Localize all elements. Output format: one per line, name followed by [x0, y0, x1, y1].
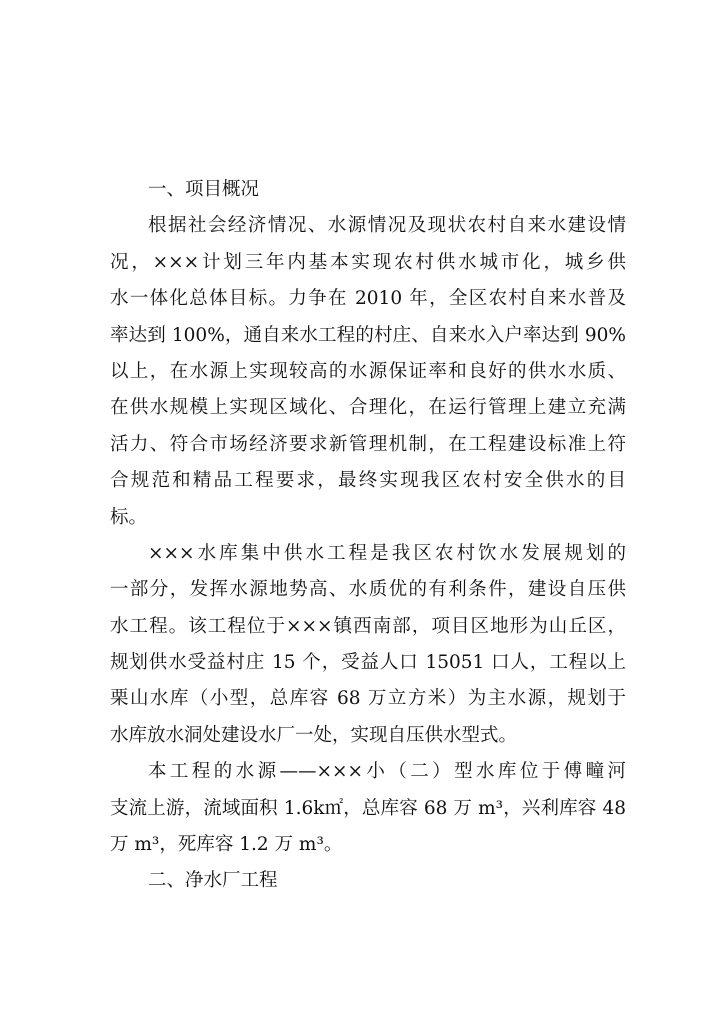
section-heading-water-plant: 二、净水厂工程	[148, 870, 278, 892]
paragraph-line: 水库放水洞处建设水厂一处，实现自压供水型式。	[110, 724, 518, 746]
paragraph-line: 水工程。该工程位于×××镇西南部，项目区地形为山丘区，	[110, 615, 626, 637]
paragraph-line: ×××水库集中供水工程是我区农村饮水发展规划的	[148, 542, 626, 564]
paragraph-line: 标。	[110, 506, 148, 528]
paragraph-line: 活力、符合市场经济要求新管理机制，在工程建设标准上符	[110, 433, 626, 455]
paragraph-line: 以上，在水源上实现较高的水源保证率和良好的供水水质、	[110, 360, 626, 382]
paragraph-line: 本工程的水源——×××小（二）型水库位于傅疃河	[148, 761, 626, 783]
document-body	[110, 172, 626, 900]
paragraph-line: 规划供水受益村庄 15 个，受益人口 15051 口人，工程以上	[110, 652, 626, 674]
paragraph-line: 合规范和精品工程要求，最终实现我区农村安全供水的目	[110, 470, 626, 492]
paragraph-line: 根据社会经济情况、水源情况及现状农村自来水建设情	[148, 215, 626, 237]
paragraph-line: 万 m³，死库容 1.2 万 m³。	[110, 834, 343, 856]
paragraph-line: 在供水规模上实现区域化、合理化，在运行管理上建立充满	[110, 397, 626, 419]
paragraph-line: 率达到 100%，通自来水工程的村庄、自来水入户率达到 90%	[110, 324, 626, 346]
section-heading-project-overview: 一、项目概况	[148, 179, 260, 200]
paragraph-line: 水一体化总体目标。力争在 2010 年，全区农村自来水普及	[110, 288, 626, 310]
paragraph-line: 栗山水库（小型，总库容 68 万立方米）为主水源，规划于	[110, 688, 626, 710]
paragraph-line: 况，×××计划三年内基本实现农村供水城市化，城乡供	[110, 251, 626, 273]
paragraph-line: 一部分，发挥水源地势高、水质优的有利条件，建设自压供	[110, 579, 626, 601]
paragraph-line: 支流上游，流域面积 1.6k㎡，总库容 68 万 m³，兴利库容 48	[110, 797, 626, 819]
